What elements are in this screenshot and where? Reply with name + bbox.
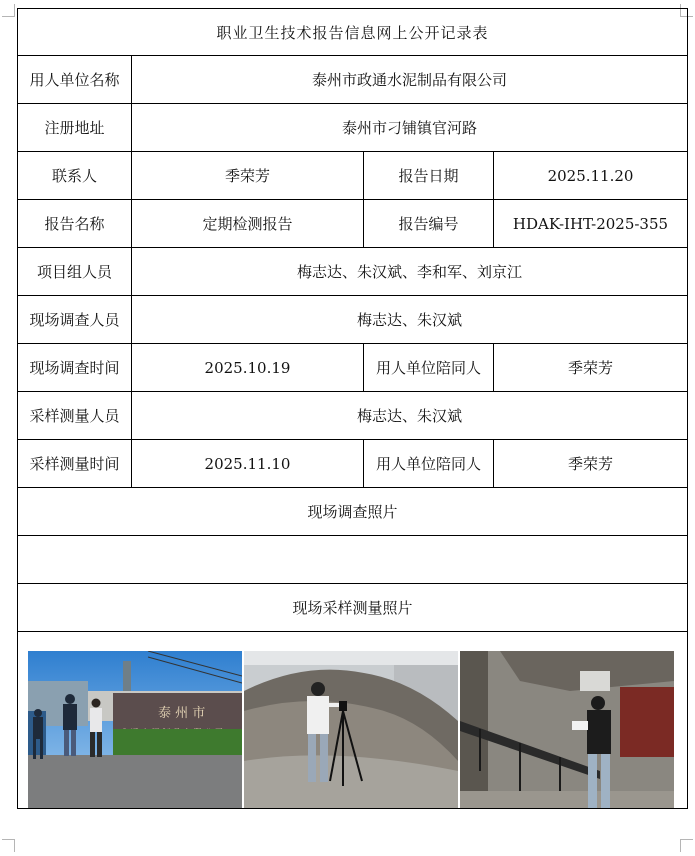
sampling-photos-cell [18,632,688,809]
report-name-label: 报告名称 [18,200,132,248]
sampling-staff-value: 梅志达、朱汉斌 [132,392,688,440]
survey-time-label: 现场调查时间 [18,344,132,392]
table-row [18,200,688,248]
table-row [18,248,688,296]
site-photo-sampling-indoor [460,651,674,809]
report-date-value: 2025.11.20 [494,152,688,200]
survey-staff-value: 梅志达、朱汉斌 [132,296,688,344]
address-label: 注册地址 [18,104,132,152]
team-label: 项目组人员 [18,248,132,296]
address-value: 泰州市刁铺镇官河路 [132,104,688,152]
survey-escort-value: 季荣芳 [494,344,688,392]
table-row [18,296,688,344]
employer-label: 用人单位名称 [18,56,132,104]
page-corner-mark [680,839,693,852]
survey-time-value: 2025.10.19 [132,344,364,392]
table-row [18,104,688,152]
table-row [18,392,688,440]
table-row [18,584,688,632]
employer-value: 泰州市政通水泥制品有限公司 [132,56,688,104]
contact-value: 季荣芳 [132,152,364,200]
table-row [18,488,688,536]
table-row [18,536,688,584]
contact-label: 联系人 [18,152,132,200]
page-corner-mark [2,839,15,852]
survey-escort-label: 用人单位陪同人 [364,344,494,392]
site-photo-gate [28,651,242,809]
sampling-escort-label: 用人单位陪同人 [364,440,494,488]
table-row [18,152,688,200]
sampling-time-label: 采样测量时间 [18,440,132,488]
report-number-label: 报告编号 [364,200,494,248]
report-number-value: HDAK-IHT-2025-355 [494,200,688,248]
site-photo-sampling-outdoor [244,651,458,809]
survey-staff-label: 现场调查人员 [18,296,132,344]
table-row [18,440,688,488]
survey-photos-cell [18,536,688,584]
sampling-time-value: 2025.11.10 [132,440,364,488]
report-date-label: 报告日期 [364,152,494,200]
sampling-photos-heading: 现场采样测量照片 [18,584,688,632]
gate-sign-text: 泰 州 市 [158,706,206,721]
team-value: 梅志达、朱汉斌、李和军、刘京江 [132,248,688,296]
survey-photos-heading: 现场调查照片 [18,488,688,536]
table-row [18,344,688,392]
page-corner-mark [2,4,15,17]
page-title: 职业卫生技术报告信息网上公开记录表 [18,9,688,56]
sampling-staff-label: 采样测量人员 [18,392,132,440]
sampling-escort-value: 季荣芳 [494,440,688,488]
record-table [17,8,688,809]
table-row [18,56,688,104]
report-name-value: 定期检测报告 [132,200,364,248]
